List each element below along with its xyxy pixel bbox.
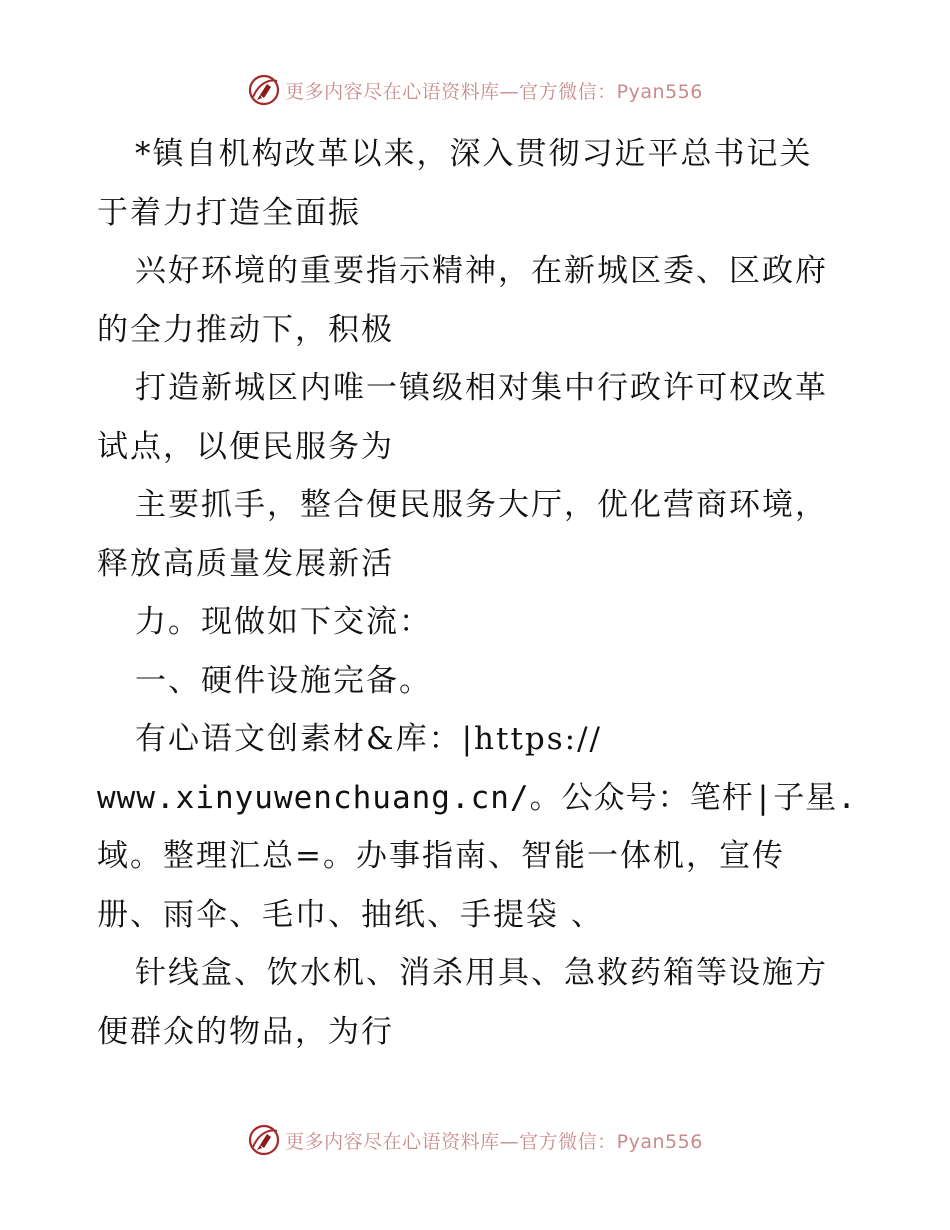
footer-watermark-text: 更多内容尽在心语资料库—官方微信：Pyan556 [285,1130,703,1153]
header-watermark-banner [0,70,950,110]
header-watermark-text: 更多内容尽在心语资料库—官方微信：Pyan556 [285,80,703,103]
document-body [97,125,857,1061]
text-line: 于着力打造全面振 [97,194,361,231]
text-line: 打造新城区内唯一镇级相对集中行政许可权改革 [135,370,828,406]
text-line: 册、雨伞、毛巾、抽纸、手提袋 、 [97,896,604,933]
text-line: 力。现做如下交流： [135,604,432,640]
text-line: 试点，以便民服务为 [97,428,394,465]
text-line: 便群众的物品，为行 [97,1013,394,1050]
pen-nib-logo-icon [247,73,281,107]
text-line: 有心语文创素材&库：|https:// [135,721,603,757]
text-line: 释放高质量发展新活 [97,545,394,582]
text-line: www.xinyuwenchuang.cn/。公众号：笔杆|子星. [97,779,857,816]
pen-nib-logo-icon [247,1123,281,1157]
footer-watermark-banner [0,1120,950,1160]
text-line: 兴好环境的重要指示精神，在新城区委、区政府 [135,253,828,289]
text-line: 的全力推动下，积极 [97,311,394,348]
text-line: 主要抓手，整合便民服务大厅，优化营商环境， [135,487,828,523]
text-line: 域。整理汇总=。办事指南、智能一体机，宣传 [97,838,785,874]
text-line: 针线盒、饮水机、消杀用具、急救药箱等设施方 [135,955,828,991]
section-heading: 一、硬件设施完备。 [135,662,432,699]
text-line: *镇自机构改革以来，深入贯彻习近平总书记关 [135,136,813,172]
